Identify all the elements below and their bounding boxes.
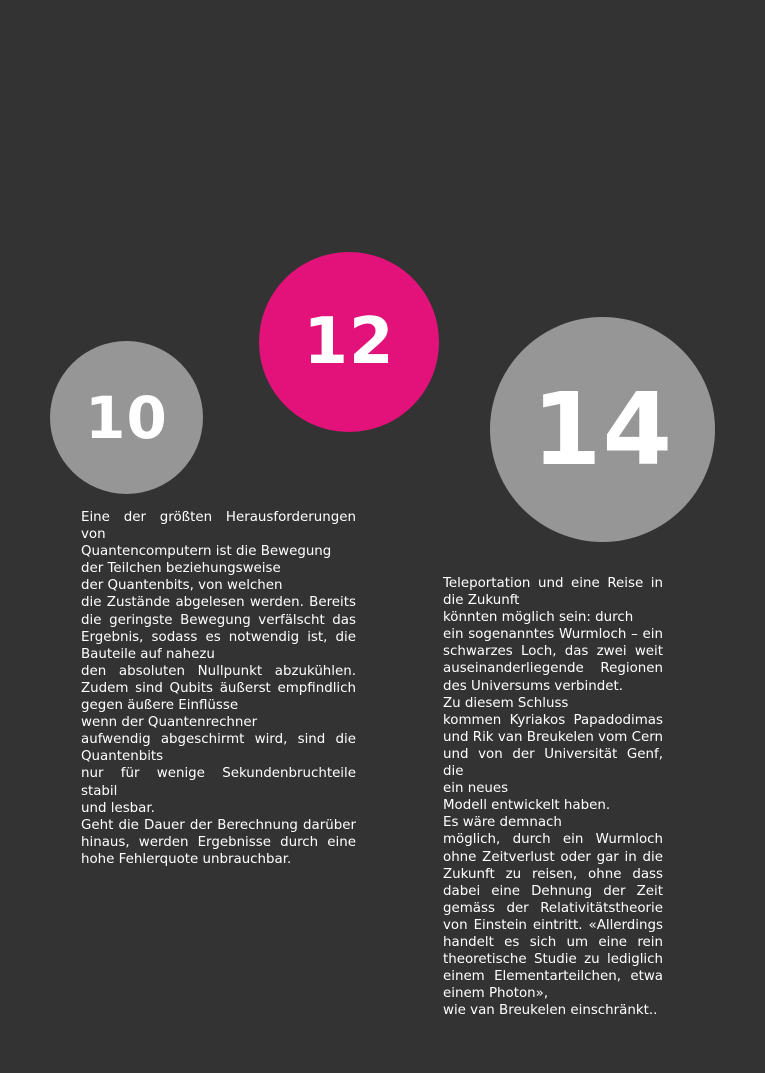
text-line: dabei eine Dehnung der Zeit (443, 883, 663, 899)
left-text-column (81, 509, 356, 868)
text-line: Eine der größten Herausforderungen von (81, 510, 356, 543)
circle-number-label: 14 (531, 371, 674, 488)
text-line: aufwendig abgeschirmt wird, sind die (81, 732, 356, 748)
text-line: schwarzes Loch, das zwei weit (443, 644, 663, 660)
text-line: hohe Fehlerquote unbrauchbar. (81, 851, 292, 867)
text-line: und Rik van Breukelen vom Cern (443, 729, 663, 745)
text-line: Geht die Dauer der Berechnung darüber (81, 817, 356, 833)
text-line: kommen Kyriakos Papadodimas (443, 712, 663, 728)
right-text-column (443, 575, 663, 1019)
text-line: von Einstein eintritt. «Allerdings (443, 917, 663, 933)
text-line: einem Photon», (443, 986, 549, 1002)
text-line: Quantenbits (81, 749, 164, 765)
text-line: könnten möglich sein: durch (443, 610, 634, 626)
text-line: Es wäre demnach (443, 815, 562, 831)
text-line: die Zustände abgelesen werden. Bereits (81, 595, 356, 611)
circle-number-label: 12 (303, 305, 395, 379)
circle-number-12 (259, 252, 439, 432)
text-line: ohne Zeitverlust oder gar in die (443, 849, 663, 865)
text-line: Zukunft zu reisen, ohne dass (443, 866, 663, 882)
text-line: Zu diesem Schluss (443, 695, 569, 711)
text-line: ein neues (443, 781, 509, 797)
text-line: Ergebnis, sodass es notwendig ist, die (81, 629, 356, 645)
text-line: möglich, durch ein Wurmloch (443, 832, 663, 848)
text-line: und von der Universität Genf, die (443, 746, 663, 780)
circle-number-14 (490, 317, 715, 542)
text-line: theoretische Studie zu lediglich (443, 952, 663, 968)
text-line: der Teilchen beziehungsweise (81, 561, 281, 577)
text-line: die Zukunft (443, 593, 520, 609)
circle-number-label: 10 (85, 383, 168, 452)
text-line: Zudem sind Qubits äußerst empfindlich (81, 680, 356, 696)
text-line: der Quantenbits, von welchen (81, 578, 283, 594)
text-line: Modell entwickelt haben. (443, 798, 611, 814)
text-line: Bauteile auf nahezu (81, 646, 215, 662)
text-line: den absoluten Nullpunkt abzukühlen. (81, 663, 356, 679)
text-line: wenn der Quantenrechner (81, 715, 258, 731)
text-line: des Universums verbindet. (443, 678, 624, 694)
text-line: hinaus, werden Ergebnisse durch eine (81, 834, 356, 850)
text-line: gegen äußere Einflüsse (81, 698, 239, 714)
text-line: auseinanderliegende Regionen (443, 661, 663, 677)
text-line: Teleportation und eine Reise in (443, 576, 663, 591)
text-line: gemäss der Relativitätstheorie (443, 900, 663, 916)
text-line: ein sogenanntes Wurmloch – ein (443, 627, 663, 643)
text-line: und lesbar. (81, 800, 155, 816)
text-line: Quantencomputern ist die Bewegung (81, 544, 332, 560)
text-line: nur für wenige Sekundenbruchteile stabil (81, 766, 356, 799)
circle-number-10 (50, 341, 203, 494)
text-line: einem Elementarteilchen, etwa (443, 969, 663, 985)
text-line: wie van Breukelen einschränkt.. (443, 1003, 658, 1019)
text-line: die geringste Bewegung verfälscht das (81, 612, 356, 628)
text-line: handelt es sich um eine rein (443, 934, 663, 950)
